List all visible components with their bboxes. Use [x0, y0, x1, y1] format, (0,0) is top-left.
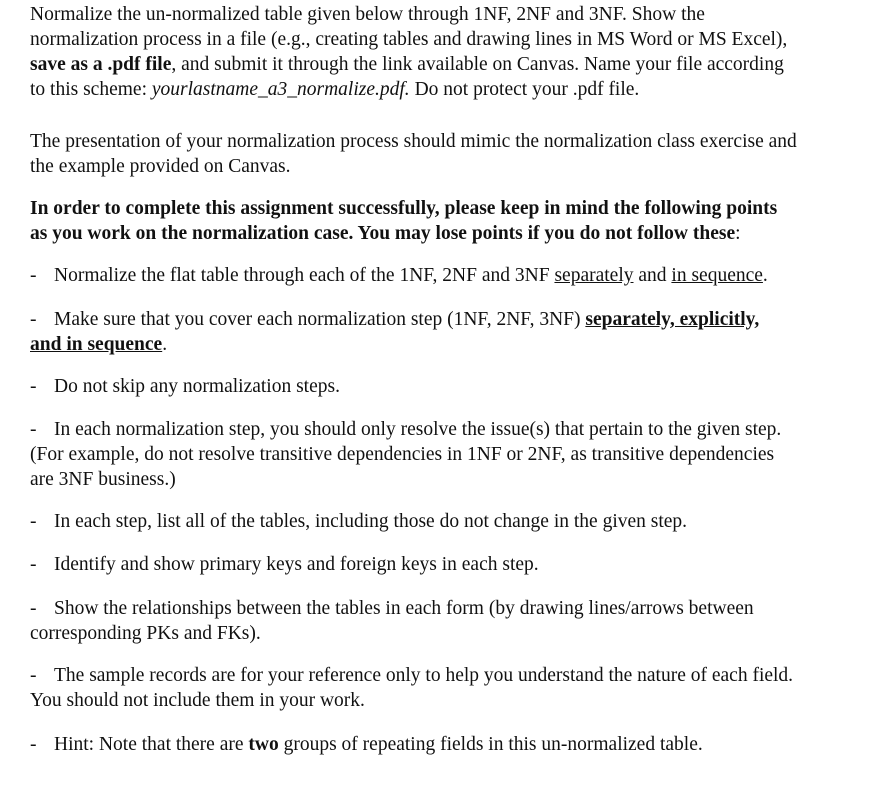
intro-line-4: to this scheme: yourlastname_a3_normalize.pdf. Do not protect your .pdf file.	[30, 79, 640, 100]
bullet-5: - In each step, list all of the tables, including those do not change in the given step.	[30, 511, 688, 532]
bullet-2-line-1: - Make sure that you cover each normalization step (1NF, 2NF, 3NF) separately, explicitly,	[30, 309, 760, 330]
bullet-9: - Hint: Note that there are two groups of repeating fields in this un-normalized table.	[30, 734, 703, 755]
save-as-pdf-text: save as a .pdf file	[30, 54, 172, 75]
bullet-7-line-2: corresponding PKs and FKs).	[30, 623, 261, 644]
presentation-line-2: the example provided on Canvas.	[30, 156, 291, 177]
bullet-4-line-1: - In each normalization step, you should only resolve the issue(s) that pertain to the given step.	[30, 419, 782, 440]
filename-scheme: yourlastname_a3_normalize.pdf.	[151, 79, 410, 100]
bullet-2-line-2: and in sequence.	[30, 334, 168, 355]
bullet-4-line-2: (For example, do not resolve transitive dependencies in 1NF or 2NF, as transitive dependencies	[30, 444, 775, 465]
bullet-8-line-1: - The sample records are for your reference only to help you understand the nature of each field.	[30, 665, 794, 686]
warning-line-1: In order to complete this assignment successfully, please keep in mind the following points	[30, 198, 778, 219]
bullet-8-line-2: You should not include them in your work.	[30, 690, 365, 711]
bullet-6: - Identify and show primary keys and foreign keys in each step.	[30, 554, 539, 575]
intro-line-3: save as a .pdf file, and submit it through the link available on Canvas. Name your file according	[30, 54, 784, 75]
intro-line-1: Normalize the un-normalized table given below through 1NF, 2NF and 3NF. Show the	[30, 4, 705, 25]
bullet-3: - Do not skip any normalization steps.	[30, 376, 340, 397]
bullet-4-line-3: are 3NF business.)	[30, 469, 176, 490]
intro-line-2: normalization process in a file (e.g., creating tables and drawing lines in MS Word or MS Excel),	[30, 29, 788, 50]
bullet-1: - Normalize the flat table through each of the 1NF, 2NF and 3NF separately and in sequence.	[30, 265, 768, 286]
presentation-line-1: The presentation of your normalization process should mimic the normalization class exercise and	[30, 131, 797, 152]
bullet-7-line-1: - Show the relationships between the tables in each form (by drawing lines/arrows between	[30, 598, 754, 619]
warning-line-2: as you work on the normalization case. You may lose points if you do not follow these:	[30, 223, 741, 244]
